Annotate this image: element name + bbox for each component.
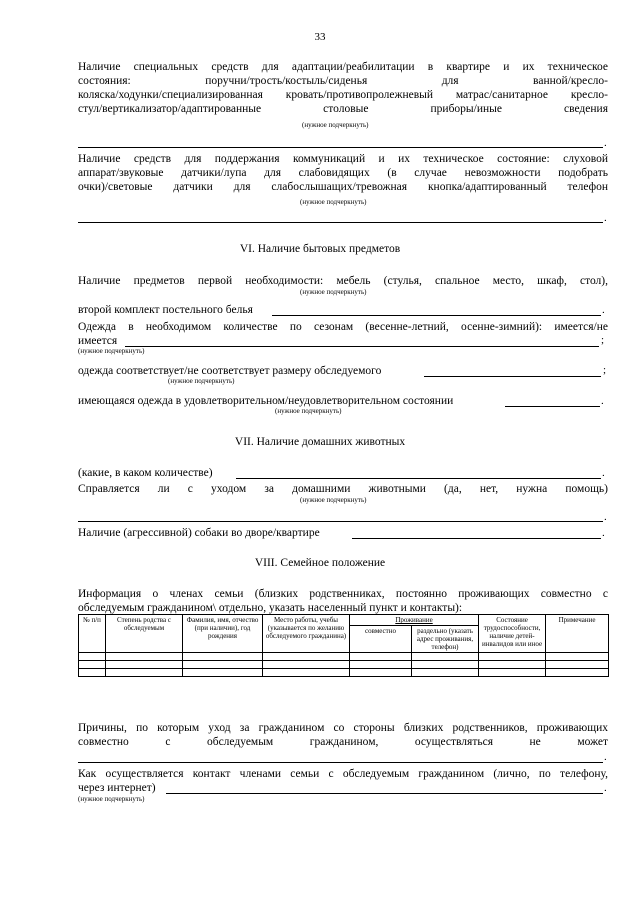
contact-answer-line[interactable] — [166, 793, 603, 794]
communication-paragraph — [78, 152, 608, 194]
family-info-line-2: обследуемым гражданином\ отдельно, указать населенный пункт и контакты): — [78, 602, 463, 614]
communication-line-1: Наличие средств для поддержания коммуникаций и их техническое состояние: слуховой — [78, 153, 608, 165]
section-8-title: VIII. Семейное положение — [254, 557, 386, 569]
pets-care-note: (нужное подчеркнуть) — [300, 496, 367, 504]
col-separately-header: раздельно (указать адрес проживания, телефон) — [412, 626, 479, 653]
col-work-header: Место работы, учебы (указывается по желанию обследуемого гражданина) — [263, 615, 350, 653]
essentials-note: (нужное подчеркнуть) — [300, 288, 367, 296]
condition-label: имеющаяся одежда в удовлетворительном/неудовлетворительном состоянии — [78, 395, 454, 407]
condition-answer-line[interactable] — [505, 406, 600, 407]
col-name-header: Фамилия, имя, отчество (при наличии), год рождения — [183, 615, 263, 653]
clothing-note: (нужное подчеркнуть) — [78, 347, 145, 355]
reasons-paragraph — [78, 721, 608, 749]
contact-line-2: через интернет) — [78, 782, 156, 794]
adaptation-line-4: стул/вертикализатор/адаптированные столовые приборы/иные сведения — [78, 103, 608, 115]
condition-note: (нужное подчеркнуть) — [275, 407, 342, 415]
clothing-end-semicolon: ; — [601, 334, 605, 346]
col-number-header: № п/п — [79, 615, 106, 653]
family-info-paragraph — [78, 587, 608, 615]
col-together-header: совместно — [350, 626, 412, 653]
table-row[interactable] — [79, 653, 609, 661]
adaptation-answer-line[interactable] — [78, 147, 603, 148]
adaptation-paragraph — [78, 60, 608, 116]
col-residence-header: Проживание — [350, 615, 479, 626]
table-header-row — [79, 615, 609, 626]
communication-note: (нужное подчеркнуть) — [300, 198, 367, 206]
size-label: одежда соответствует/не соответствует размеру обследуемого — [78, 365, 382, 377]
adaptation-note: (нужное подчеркнуть) — [302, 121, 369, 129]
condition-end-dot: . — [601, 395, 604, 407]
essentials-line: Наличие предметов первой необходимости: мебель (стулья, спальное место, шкаф, стол), — [78, 275, 608, 287]
pets-which-end-dot: . — [602, 467, 605, 479]
col-state-header: Состояние трудоспособности, наличие детей-инвалидов или иное — [479, 615, 546, 653]
clothing-line-1: Одежда в необходимом количестве по сезонам (весенне-летний, осенне-зимний): имеется/не — [78, 321, 608, 333]
reasons-answer-line[interactable] — [78, 762, 603, 763]
dog-answer-line[interactable] — [352, 538, 601, 539]
adaptation-line-3: коляска/ходунки/специализированная кровать/противопролежневый матрас/санитарное кресло- — [78, 89, 608, 101]
pets-care-answer-line[interactable] — [78, 521, 603, 522]
communication-line-2: аппарат/звуковые датчики/лупа для слабовидящих (в случае невозможности подобрать — [78, 167, 608, 179]
col-relation-header: Степень родства с обследуемым — [106, 615, 183, 653]
pets-which-label: (какие, в каком количестве) — [78, 467, 213, 479]
pets-which-answer-line[interactable] — [236, 478, 601, 479]
reasons-line-2: совместно с обследуемым гражданином, осуществляться не может — [78, 736, 608, 748]
dog-label: Наличие (агрессивной) собаки во дворе/квартире — [78, 527, 320, 539]
family-info-line-1: Информация о членах семьи (близких родственниках, постоянно проживающих совместно с — [78, 588, 608, 600]
section-6-title: VI. Наличие бытовых предметов — [239, 243, 401, 255]
communication-answer-line[interactable] — [78, 222, 603, 223]
adaptation-line-2: состояния: поручни/трость/костыль/сиденья для ванной/кресло- — [78, 75, 608, 87]
clothing-answer-line[interactable] — [125, 346, 599, 347]
clothing-line-2: имеется — [78, 335, 118, 347]
bedding-label: второй комплект постельного белья — [78, 304, 253, 316]
page-number: 33 — [314, 31, 326, 43]
bedding-end-dot: . — [602, 304, 605, 316]
contact-end-dot: . — [604, 782, 607, 794]
size-end-semicolon: ; — [603, 364, 607, 376]
pets-care-line: Справляется ли с уходом за домашними животными (да, нет, нужна помощь) — [78, 483, 608, 495]
reasons-end-dot: . — [604, 751, 607, 763]
size-note: (нужное подчеркнуть) — [168, 377, 235, 385]
table-row[interactable] — [79, 669, 609, 677]
col-note-header: Примечание — [546, 615, 609, 653]
adaptation-line-1: Наличие специальных средств для адаптации/реабилитации в квартире и их техническое — [78, 61, 608, 73]
adaptation-end-dot: . — [604, 137, 607, 149]
communication-line-3: очки)/световые датчики для слабослышащих/тревожная кнопка/адаптированный телефон — [78, 181, 608, 193]
contact-line-1: Как осуществляется контакт членами семьи с обследуемым гражданином (лично, по телефону, — [78, 768, 608, 780]
dog-end-dot: . — [602, 527, 605, 539]
section-7-title: VII. Наличие домашних животных — [234, 436, 406, 448]
pets-care-end-dot: . — [604, 511, 607, 523]
size-answer-line[interactable] — [424, 376, 601, 377]
bedding-answer-line[interactable] — [272, 315, 601, 316]
family-members-table — [78, 614, 609, 677]
contact-note: (нужное подчеркнуть) — [78, 795, 145, 803]
communication-end-dot: . — [604, 212, 607, 224]
table-row[interactable] — [79, 661, 609, 669]
reasons-line-1: Причины, по которым уход за гражданином со стороны близких родственников, проживающих — [78, 722, 608, 734]
